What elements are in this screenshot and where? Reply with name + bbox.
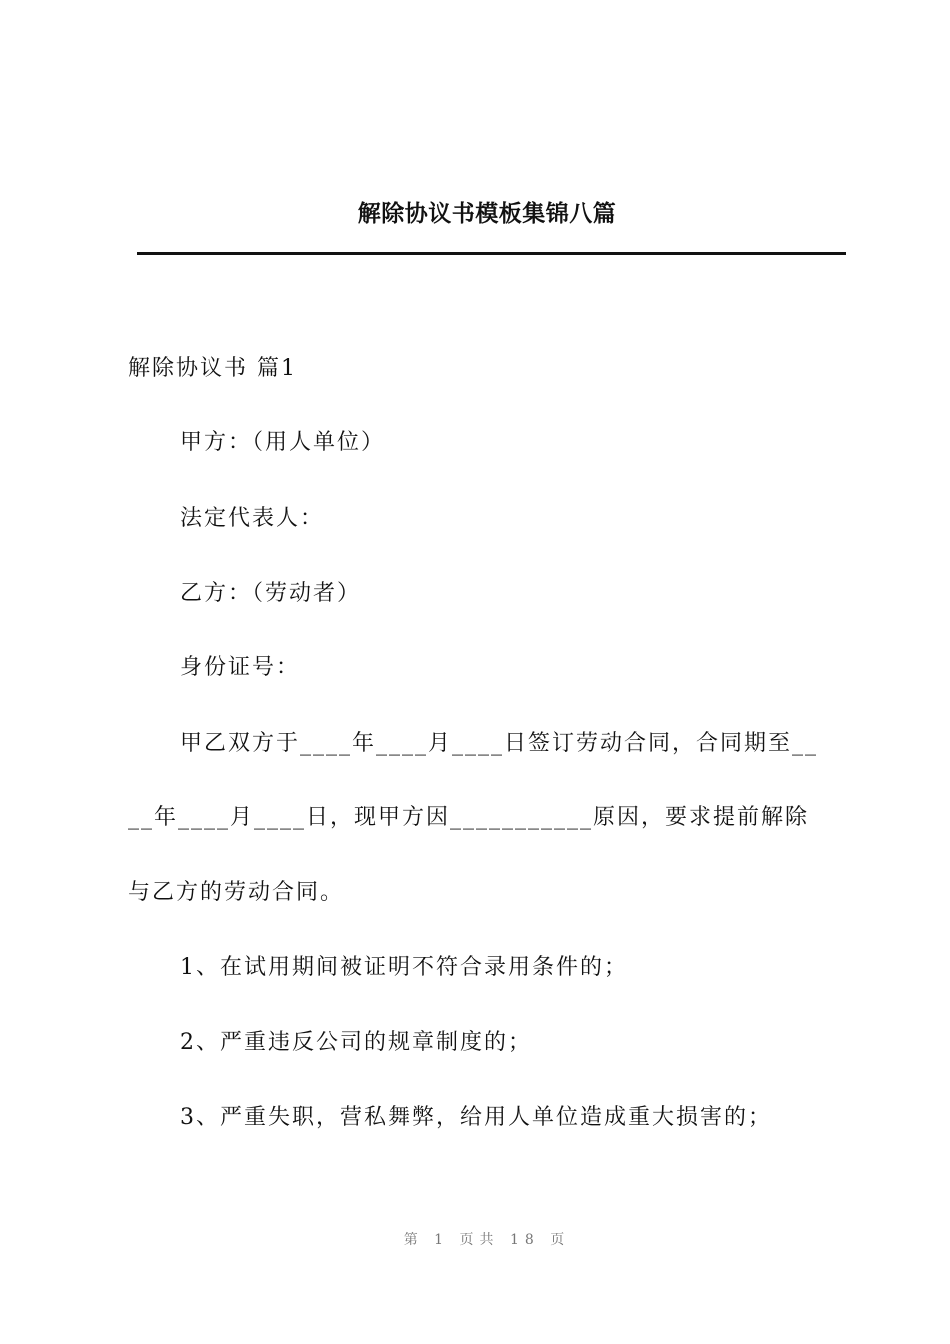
party-b-line: 乙方：（劳动者）	[180, 581, 362, 606]
section-heading: 解除协议书 篇1	[128, 356, 297, 381]
document-title: 解除协议书模板集锦八篇	[357, 201, 617, 227]
body-paragraph-line-1: 甲乙双方于____年____月____日签订劳动合同，合同期至__	[180, 731, 819, 756]
title-divider	[137, 252, 846, 255]
id-number-line: 身份证号：	[180, 655, 301, 680]
page-footer: 第 1 页共 18 页	[403, 1232, 571, 1248]
clause-item-2: 2、严重违反公司的规章制度的；	[180, 1030, 532, 1055]
party-a-line: 甲方：（用人单位）	[180, 430, 386, 455]
body-paragraph-line-3: 与乙方的劳动合同。	[128, 880, 345, 905]
clause-item-3: 3、严重失职，营私舞弊，给用人单位造成重大损害的；	[180, 1105, 772, 1130]
body-paragraph-line-2: __年____月____日，现甲方因___________原因，要求提前解除	[128, 805, 810, 830]
legal-representative-line: 法定代表人：	[180, 506, 325, 531]
clause-item-1: 1、在试用期间被证明不符合录用条件的；	[180, 955, 628, 980]
